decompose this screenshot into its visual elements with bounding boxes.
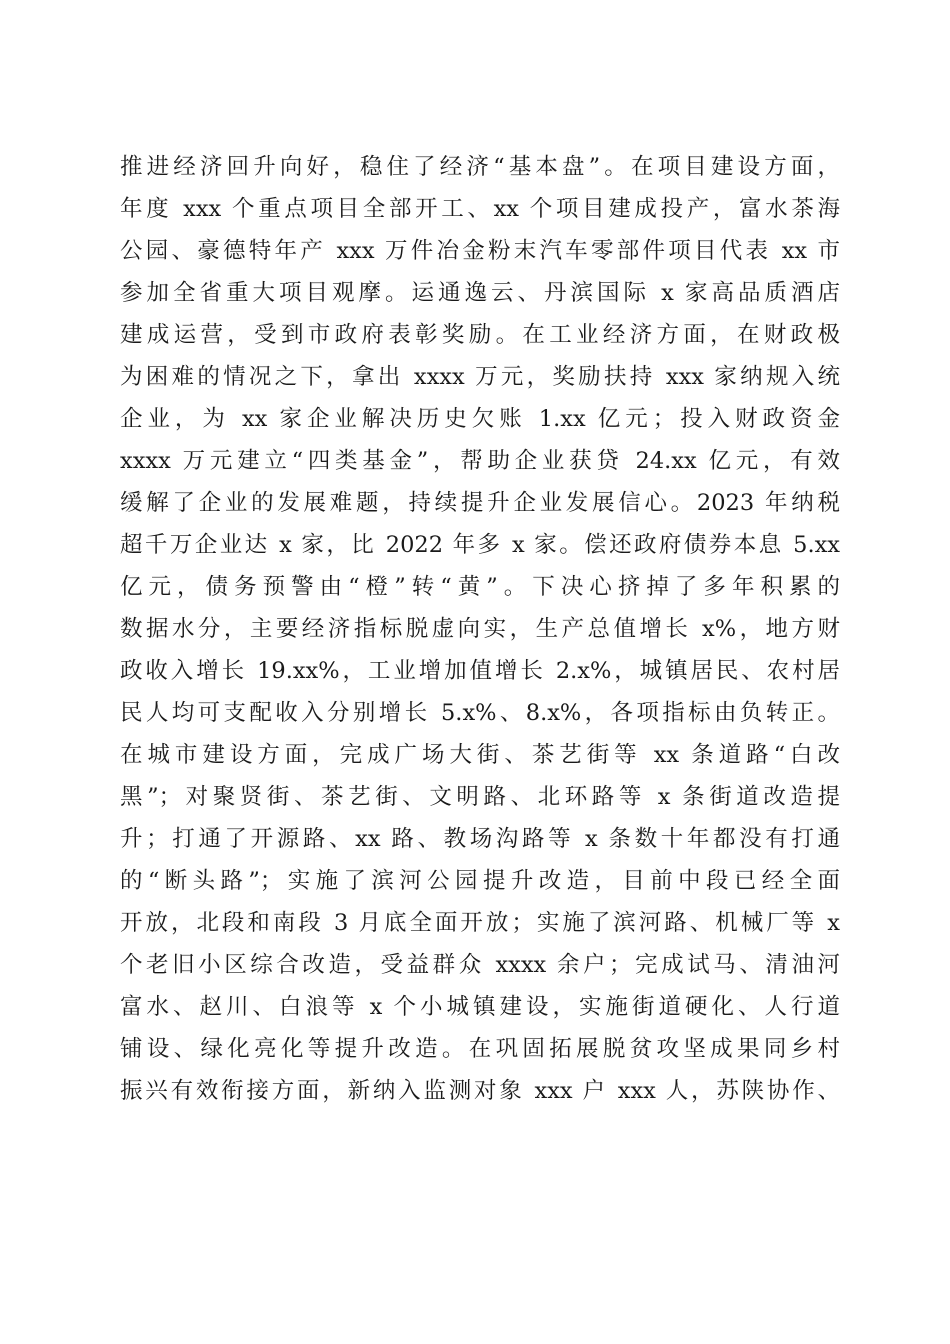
text-line: 超千万企业达 x 家，比 2022 年多 x 家。偿还政府债券本息 5.xx [120,532,840,558]
text-line: 亿元，债务预警由“橙”转“黄”。下决心挤掉了多年积累的 [120,574,840,600]
text-line: 参加全省重大项目观摩。运通逸云、丹滨国际 x 家高品质酒店 [120,280,840,306]
text-line: 民人均可支配收入分别增长 5.x%、8.x%，各项指标由负转正。 [120,700,840,726]
text-line: 铺设、绿化亮化等提升改造。在巩固拓展脱贫攻坚成果同乡村 [120,1036,840,1062]
text-line: 数据水分，主要经济指标脱虚向实，生产总值增长 x%，地方财 [120,616,840,642]
text-line: 黑”；对聚贤街、茶艺街、文明路、北环路等 x 条街道改造提 [120,784,840,810]
text-line: 推进经济回升向好，稳住了经济“基本盘”。在项目建设方面， [120,154,840,180]
text-line: 在城市建设方面，完成广场大街、茶艺街等 xx 条道路“白改 [120,742,840,768]
text-line: 开放，北段和南段 3 月底全面开放；实施了滨河路、机械厂等 x [120,910,840,936]
text-line: 振兴有效衔接方面，新纳入监测对象 xxx 户 xxx 人，苏陕协作、 [120,1078,840,1104]
text-line: 建成运营，受到市政府表彰奖励。在工业经济方面，在财政极 [120,322,840,348]
text-line: 公园、豪德特年产 xxx 万件冶金粉末汽车零部件项目代表 xx 市 [120,238,840,264]
text-line: 升；打通了开源路、xx 路、教场沟路等 x 条数十年都没有打通 [120,826,840,852]
text-line: 个老旧小区综合改造，受益群众 xxxx 余户；完成试马、清油河 [120,952,840,978]
text-line: 缓解了企业的发展难题，持续提升企业发展信心。2023 年纳税 [120,490,840,516]
text-line: 的“断头路”；实施了滨河公园提升改造，目前中段已经全面 [120,868,840,894]
text-line: 为困难的情况之下，拿出 xxxx 万元，奖励扶持 xxx 家纳规入统 [120,364,840,390]
text-line: 企业，为 xx 家企业解决历史欠账 1.xx 亿元；投入财政资金 [120,406,840,432]
text-line: xxxx 万元建立“四类基金”，帮助企业获贷 24.xx 亿元，有效 [120,448,840,474]
text-line: 富水、赵川、白浪等 x 个小城镇建设，实施街道硬化、人行道 [120,994,840,1020]
text-line: 年度 xxx 个重点项目全部开工、xx 个项目建成投产，富水茶海 [120,196,840,222]
body-paragraph [120,146,840,1112]
text-line: 政收入增长 19.xx%，工业增加值增长 2.x%，城镇居民、农村居 [120,658,840,684]
